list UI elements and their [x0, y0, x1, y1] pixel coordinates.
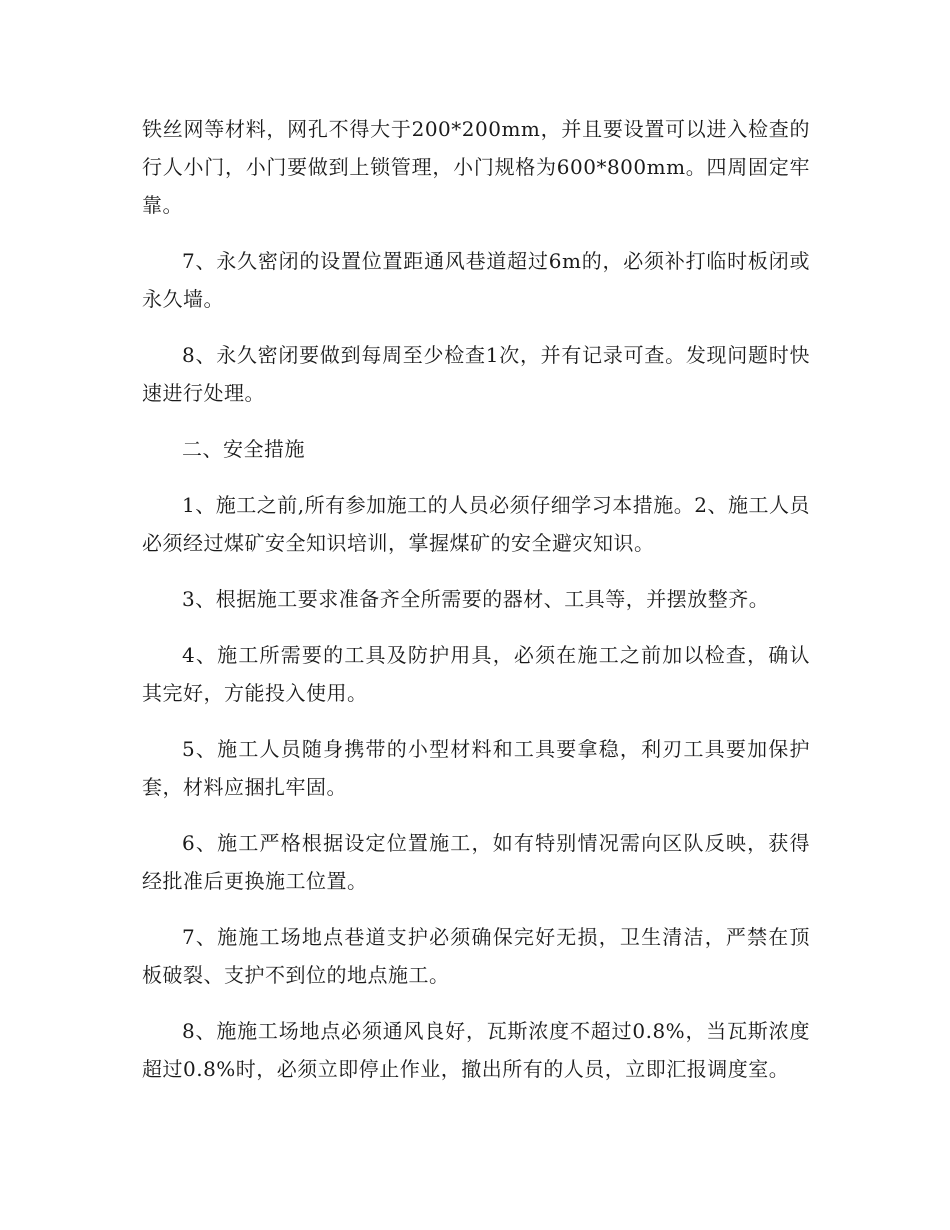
paragraph-safety-4: 4、施工所需要的工具及防护用具，必须在施工之前加以检查，确认其完好，方能投入使用。	[142, 643, 810, 705]
paragraph-safety-7: 7、施施工场地点巷道支护必须确保完好无损，卫生清洁，严禁在顶板破裂、支护不到位的地点施工。	[142, 925, 810, 987]
paragraph-safety-8: 8、施施工场地点必须通风良好，瓦斯浓度不超过0.8%，当瓦斯浓度超过0.8%时，必须立即停止作业，撤出所有的人员，立即汇报调度室。	[142, 1019, 810, 1081]
document-body	[142, 110, 810, 1106]
section-heading-safety-measures: 二、安全措施	[182, 437, 305, 461]
paragraph-safety-5: 5、施工人员随身携带的小型材料和工具要拿稳，利刃工具要加保护套，材料应捆扎牢固。	[142, 737, 810, 799]
paragraph-safety-6: 6、施工严格根据设定位置施工，如有特别情况需向区队反映，获得经批准后更换施工位置。	[142, 831, 810, 893]
paragraph-mesh-materials: 铁丝网等材料，网孔不得大于200*200mm，并且要设置可以进入检查的行人小门，小门要做到上锁管理，小门规格为600*800mm。四周固定牢靠。	[142, 117, 810, 217]
paragraph-safety-3: 3、根据施工要求准备齐全所需要的器材、工具等，并摆放整齐。	[182, 587, 770, 611]
paragraph-safety-1-2: 1、施工之前,所有参加施工的人员必须仔细学习本措施。2、施工人员必须经过煤矿安全知识培训，掌握煤矿的安全避灾知识。	[142, 493, 810, 555]
paragraph-item-8-weekly-inspection: 8、永久密闭要做到每周至少检查1次，并有记录可查。发现问题时快速进行处理。	[142, 343, 810, 405]
paragraph-item-7-seal-position: 7、永久密闭的设置位置距通风巷道超过6m的，必须补打临时板闭或永久墙。	[142, 249, 810, 311]
